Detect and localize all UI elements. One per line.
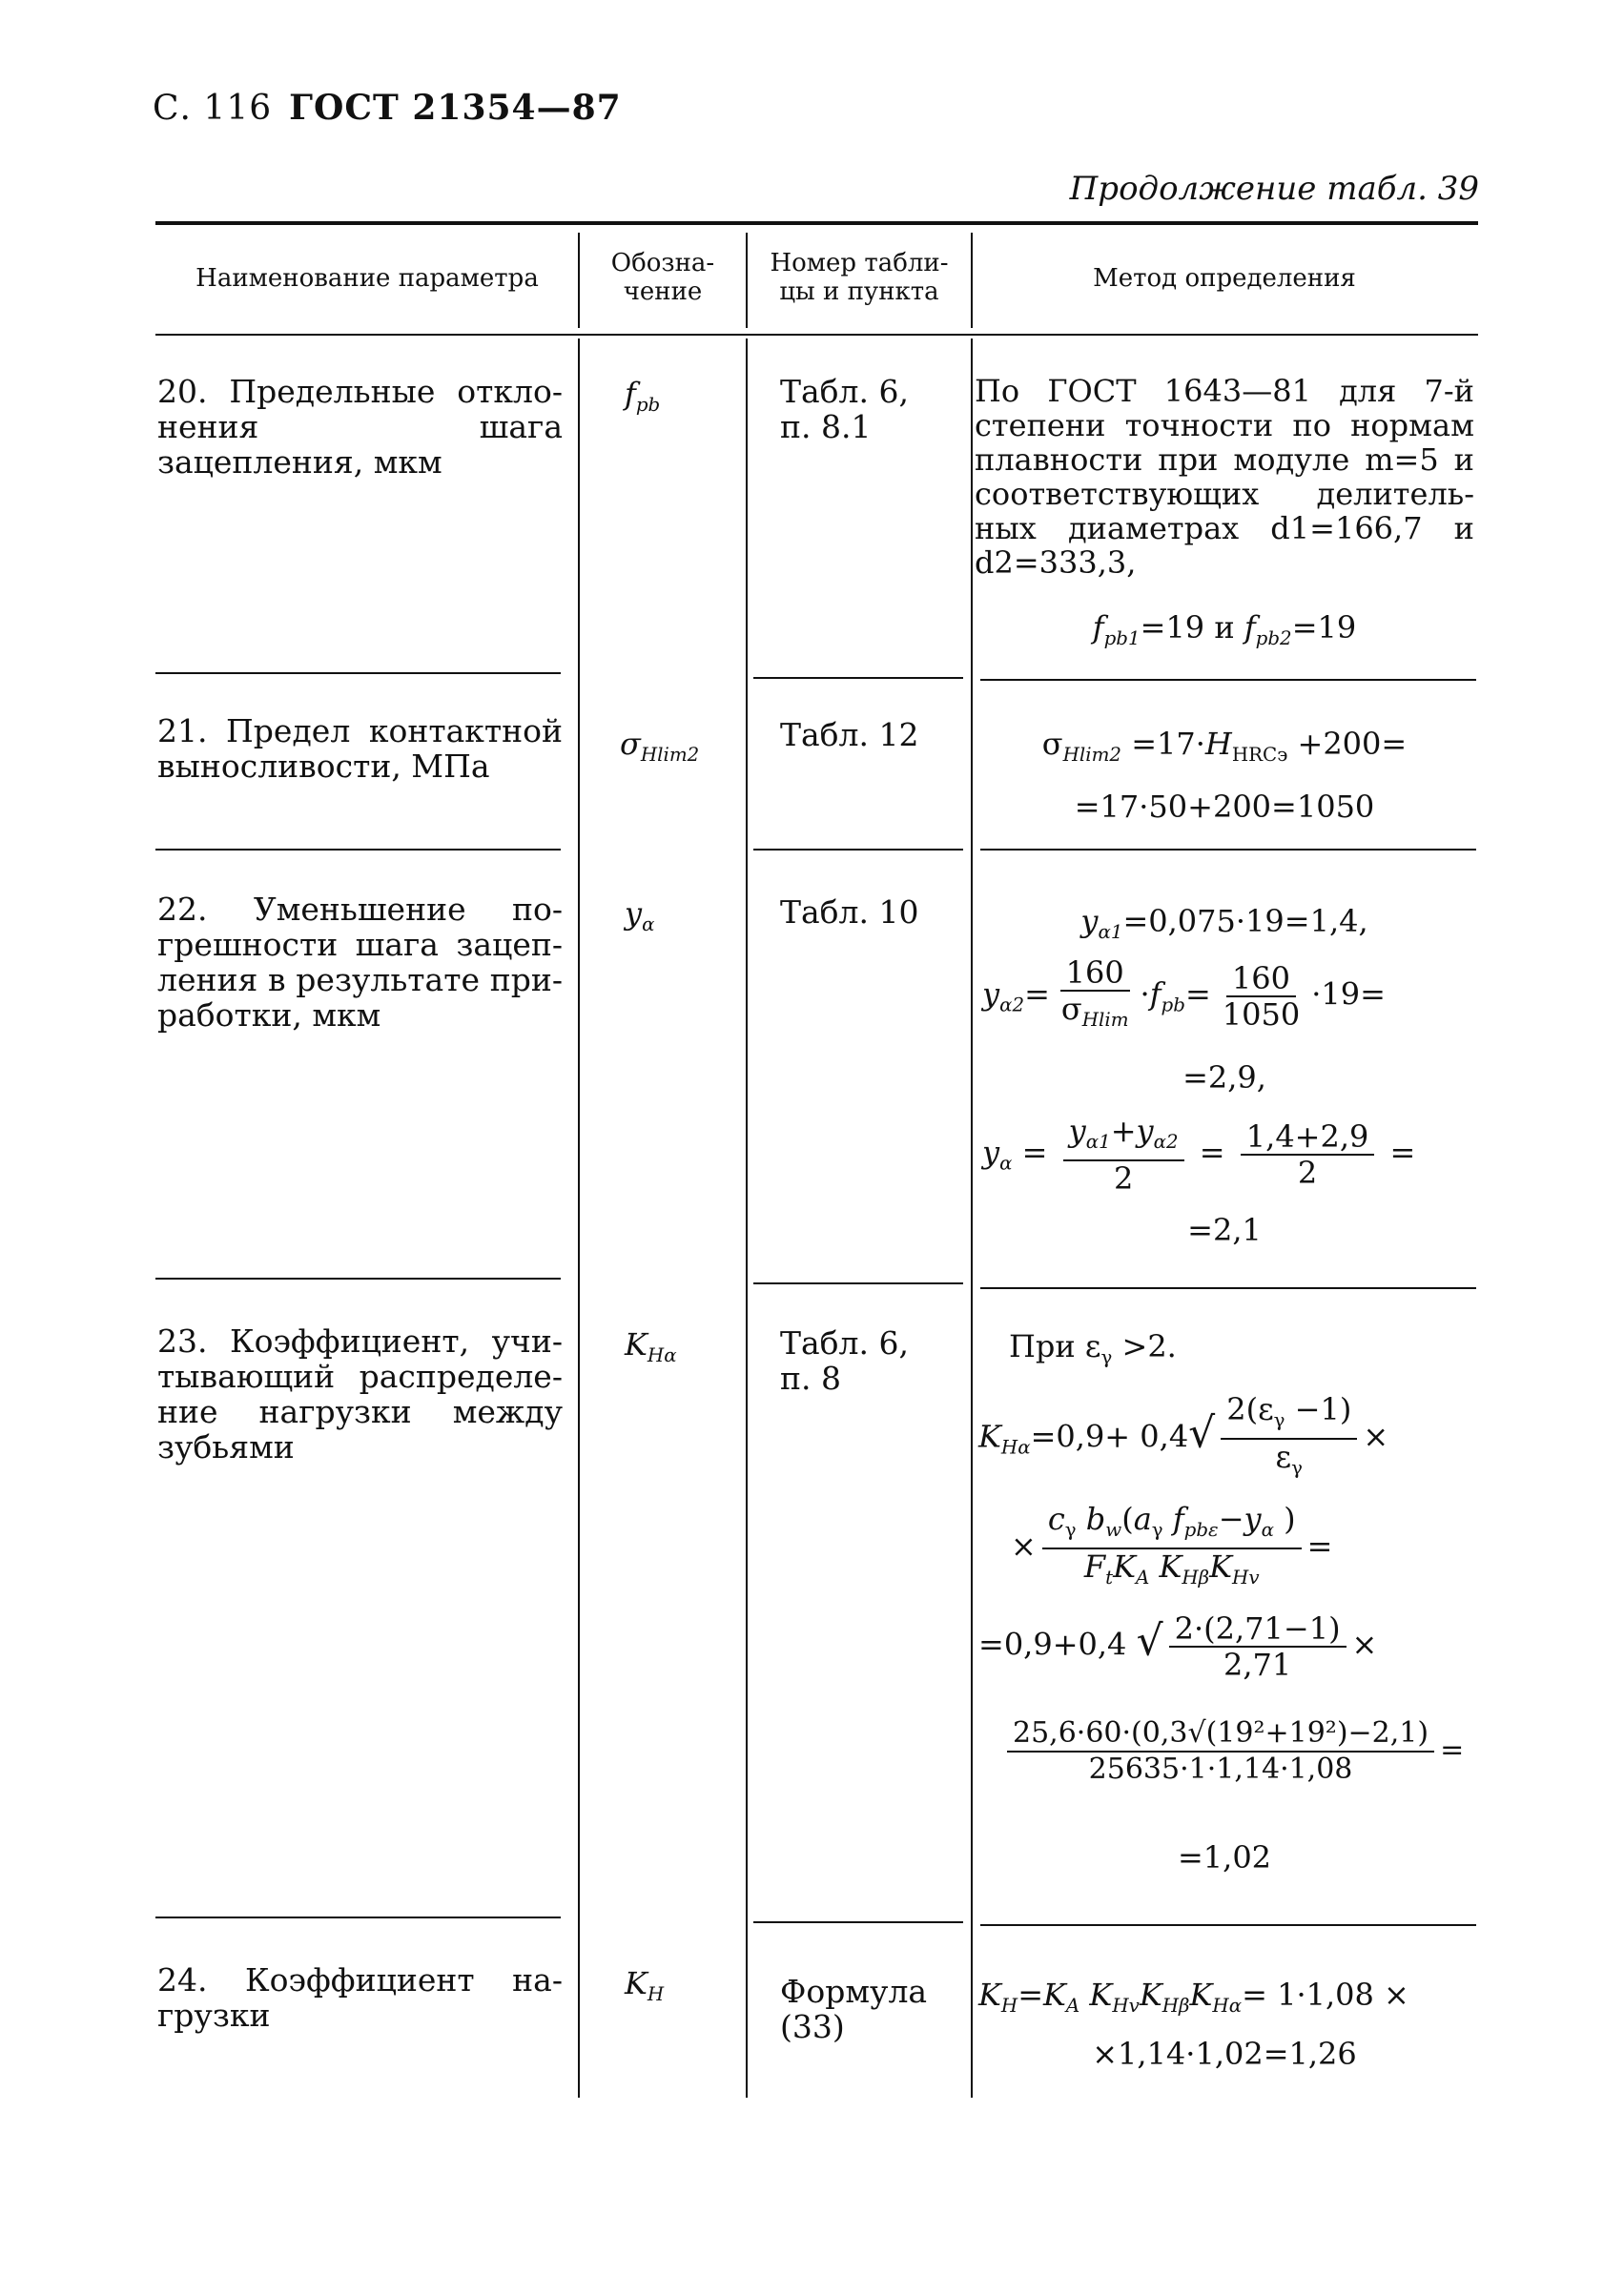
column-divider-3 (971, 338, 973, 2098)
row-23-name: 23. Коэффициент, учитывающий распределение нагрузки между зубьями (157, 1322, 563, 1466)
row-separator (753, 849, 963, 851)
row-21-symbol: $\sigma_{Hlim2}$ (620, 726, 700, 766)
row-22-symbol: $y_\alpha$ (625, 895, 655, 935)
row-22-method-line-3: =2,9, (1182, 1059, 1266, 1096)
row-23-method-line-3: × $\frac{c_\gamma b_w(a_\gamma f_{pb\varepsilon}-y_\alpha )}{F_tK_A K_{H\beta}K_{Hv}}$ = (1011, 1501, 1333, 1589)
column-header-ref: Номер табли- цы и пункта (770, 249, 949, 306)
row-23-method-line-1: При $\varepsilon_\gamma >2$. (1009, 1328, 1177, 1368)
row-22-method-line-1: $y_{\alpha 1}=0,075\cdot 19=1,4$, (1080, 903, 1368, 943)
row-24-name: 24. Коэффициент нагрузки (157, 1961, 563, 2034)
row-separator (155, 849, 561, 851)
header-divider-1 (578, 233, 580, 328)
header-divider-2 (746, 233, 748, 328)
row-22-ref: Табл. 10 (780, 893, 919, 931)
column-divider-1 (578, 338, 580, 2098)
row-23-method-line-2: $K_{H\alpha}=0,9+ 0,4√$ $\frac{2(\varepsilon_\gamma -1)}{\varepsilon_\gamma}$ × (978, 1391, 1389, 1479)
row-separator (980, 849, 1476, 851)
column-header-name: Наименование параметра (195, 264, 539, 293)
row-20-name: 20. Предельные отклонения шага зацепления, мкм (157, 373, 563, 481)
row-23-symbol: $K_{H\alpha}$ (625, 1326, 677, 1366)
column-header-method: Метод определения (1093, 264, 1356, 293)
page-number: С. 116 (153, 89, 273, 128)
row-24-symbol: $K_H$ (625, 1965, 665, 2005)
header-divider-3 (971, 233, 973, 328)
row-24-ref: Формула (33) (780, 1973, 928, 2045)
row-23-ref: Табл. 6, п. 8 (780, 1324, 909, 1397)
table-top-rule (155, 221, 1478, 225)
row-separator (155, 672, 561, 674)
row-22-method-line-4: $y_\alpha$ = $\frac{y_{\alpha 1}+y_{\alpha 2}}{2}$ = $\frac{1,4+2,9}{2}$ = (982, 1113, 1416, 1197)
table-continuation-caption: Продолжение табл. 39 (1069, 170, 1479, 208)
row-20-ref: Табл. 6, п. 8.1 (780, 373, 909, 445)
row-23-method-line-6: =1,02 (1177, 1839, 1272, 1876)
page-header (153, 88, 622, 128)
row-separator (980, 1924, 1476, 1926)
row-20-symbol: $f_{pb}$ (625, 376, 661, 416)
row-separator (980, 1287, 1476, 1289)
row-21-method-line-1: $\sigma_{Hlim2} =17\cdot H_{HRCэ} +200=$ (1041, 726, 1408, 766)
row-22-method-line-5: =2,1 (1187, 1212, 1262, 1248)
row-separator (753, 677, 963, 679)
row-20-method-text: По ГОСТ 1643—81 для 7-й степени точности по нормам плавности при модуле m=5 и соответствующих делительных диаметрах d1=166,7 и d2=333,3, (975, 373, 1474, 581)
row-separator (753, 1282, 963, 1284)
row-separator (155, 1278, 561, 1280)
row-24-method-line-1: $K_H=K_A$ $K_{Hv}K_{H\beta}K_{H\alpha}= 1\cdot 1,08$ × (978, 1977, 1409, 2017)
row-22-method-line-2: $y_{\alpha 2}=$ $\frac{160}{\sigma_{Hlim}}$ $\cdot f_{pb}=$ $\frac{160}{1050}$ ·19= (982, 954, 1386, 1033)
row-21-name: 21. Предел контактной выносливости, МПа (157, 712, 563, 785)
row-separator (155, 1917, 561, 1918)
row-23-method-line-4: =0,9+0,4 √ $\frac{2\cdot(2,71-1)}{2,71}$ × (978, 1610, 1378, 1683)
standard-number: ГОСТ 21354—87 (289, 88, 622, 128)
row-22-name: 22. Уменьшение погрешности шага зацепления в результате приработки, мкм (157, 891, 563, 1034)
row-21-method-line-2: =17·50+200=1050 (1074, 789, 1375, 825)
row-separator (980, 679, 1476, 681)
row-20-method-result: $f_{pb1}=19$ и $f_{pb2}=19$ (1092, 609, 1357, 649)
column-divider-2 (746, 338, 748, 2098)
row-23-method-line-5: $\frac{\text{25,6·60·(0,3√(19²+19²)−2,1)}}{25635\cdot 1\cdot 1,14\cdot 1,08}$ = (1001, 1716, 1474, 1787)
header-bottom-rule (155, 334, 1478, 336)
column-header-symbol: Обозна- чение (610, 249, 715, 306)
row-21-ref: Табл. 12 (780, 716, 919, 753)
row-separator (753, 1921, 963, 1923)
row-24-method-line-2: ×1,14·1,02=1,26 (1092, 2036, 1357, 2072)
